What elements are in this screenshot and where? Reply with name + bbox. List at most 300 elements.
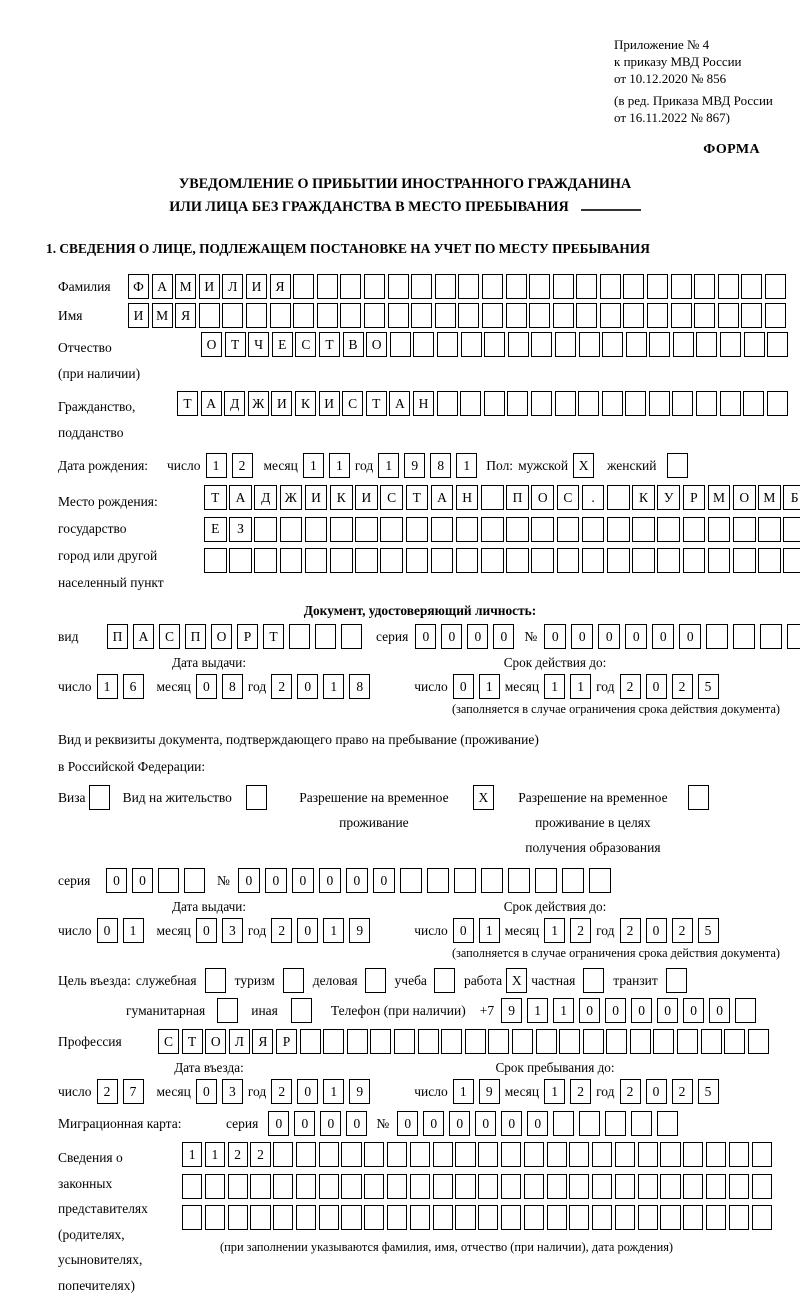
char-cell	[481, 548, 504, 573]
char-cell	[602, 391, 623, 416]
char-cell	[364, 274, 385, 299]
char-cell: 1	[544, 674, 565, 699]
char-cell: Т	[406, 485, 429, 510]
char-cell	[222, 303, 243, 328]
char-cell: 2	[620, 674, 641, 699]
char-cell	[583, 968, 604, 993]
char-cell: Я	[175, 303, 196, 328]
char-cell: 9	[349, 1079, 370, 1104]
char-cell	[418, 1029, 439, 1054]
char-cell: Ч	[248, 332, 269, 357]
purpose-business-label: деловая	[313, 968, 358, 989]
char-cell	[246, 785, 267, 810]
residence-series-cells	[106, 868, 205, 893]
char-cell	[632, 517, 655, 542]
char-cell	[406, 517, 429, 542]
char-cell	[388, 303, 409, 328]
char-cell	[388, 274, 409, 299]
field-citizenship	[58, 391, 792, 446]
char-cell	[706, 1142, 726, 1167]
char-cell	[589, 868, 611, 893]
patronymic-label	[58, 332, 201, 387]
char-cell: Л	[222, 274, 243, 299]
char-cell: 0	[265, 868, 287, 893]
char-cell: Ж	[280, 485, 303, 510]
residence-valid-month	[544, 918, 591, 943]
char-cell	[569, 1174, 589, 1199]
char-cell	[606, 1029, 627, 1054]
char-cell	[506, 517, 529, 542]
section1-heading: 1. СВЕДЕНИЯ О ЛИЦЕ, ПОДЛЕЖАЩЕМ ПОСТАНОВКЕ НА УЧЕТ ПО МЕСТУ ПРЕБЫВАНИЯ	[46, 241, 792, 257]
month-label: месяц	[505, 918, 539, 939]
option-temp-residence-education	[504, 785, 709, 860]
char-cell	[341, 624, 362, 649]
migration-series-cells	[268, 1111, 367, 1136]
char-cell	[270, 303, 291, 328]
char-cell	[524, 1205, 544, 1230]
char-cell	[706, 624, 728, 649]
char-cell: 5	[698, 1079, 719, 1104]
birth-place-label-line2: государство	[58, 515, 204, 542]
char-cell: 0	[625, 624, 647, 649]
char-cell: Б	[783, 485, 800, 510]
char-cell: Т	[225, 332, 246, 357]
form-title-line2-text: ИЛИ ЛИЦА БЕЗ ГРАЖДАНСТВА В МЕСТО ПРЕБЫВАНИЯ	[169, 199, 569, 215]
char-cell	[582, 517, 605, 542]
char-cell: 1	[527, 998, 548, 1023]
char-cell	[217, 998, 238, 1023]
given-name-label: Имя	[58, 303, 128, 324]
char-cell	[228, 1174, 248, 1199]
purpose-study-label: учеба	[395, 968, 427, 989]
representatives-row2-cells	[182, 1174, 772, 1199]
char-cell	[273, 1142, 293, 1167]
blank-underline	[581, 209, 641, 211]
birth-day-cells	[206, 453, 253, 478]
char-cell	[380, 548, 403, 573]
identity-kind-cells	[107, 624, 362, 649]
char-cell: 2	[271, 674, 292, 699]
char-cell	[340, 274, 361, 299]
migration-number-label: №	[376, 1111, 389, 1132]
char-cell: 0	[297, 674, 318, 699]
char-cell: Т	[182, 1029, 203, 1054]
char-cell	[694, 303, 715, 328]
residence-issue-month	[196, 918, 243, 943]
char-cell: 3	[222, 1079, 243, 1104]
char-cell: З	[229, 517, 252, 542]
char-cell	[579, 1111, 600, 1136]
char-cell: 0	[501, 1111, 522, 1136]
char-cell: 0	[196, 1079, 217, 1104]
char-cell	[410, 1142, 430, 1167]
char-cell	[783, 517, 800, 542]
char-cell	[508, 332, 529, 357]
citizenship-label-line1: Гражданство,	[58, 394, 177, 420]
char-cell	[623, 274, 644, 299]
char-cell	[296, 1205, 316, 1230]
char-cell: 0	[132, 868, 153, 893]
purpose-transit-checkbox	[666, 968, 687, 993]
entry-day	[97, 1079, 144, 1104]
char-cell	[531, 517, 554, 542]
char-cell	[184, 868, 205, 893]
char-cell: Т	[366, 391, 387, 416]
month-label: месяц	[157, 674, 191, 695]
field-surname	[58, 274, 792, 299]
char-cell: 8	[430, 453, 451, 478]
residence-number-cells	[238, 868, 611, 893]
char-cell: 0	[631, 998, 652, 1023]
char-cell: 0	[605, 998, 626, 1023]
birth-date-label: Дата рождения:	[58, 453, 167, 474]
char-cell	[683, 517, 706, 542]
char-cell: 0	[453, 674, 474, 699]
char-cell	[482, 303, 503, 328]
identity-issue-month	[196, 674, 243, 699]
char-cell	[364, 1205, 384, 1230]
char-cell	[743, 391, 764, 416]
char-cell	[557, 517, 580, 542]
char-cell: С	[158, 1029, 179, 1054]
sex-label: Пол:	[486, 453, 513, 474]
char-cell	[605, 1111, 626, 1136]
residence-issue-year	[271, 918, 370, 943]
char-cell	[576, 274, 597, 299]
purpose-business-checkbox	[365, 968, 386, 993]
char-cell	[293, 274, 314, 299]
entry-issue-group	[58, 1079, 370, 1104]
char-cell	[632, 548, 655, 573]
char-cell	[647, 303, 668, 328]
char-cell	[434, 968, 455, 993]
char-cell: С	[557, 485, 580, 510]
char-cell	[355, 517, 378, 542]
char-cell: 8	[349, 674, 370, 699]
patronymic-label-line2: (при наличии)	[58, 361, 201, 387]
char-cell: 0	[646, 674, 667, 699]
char-cell	[507, 391, 528, 416]
char-cell: X	[473, 785, 494, 810]
char-cell	[355, 548, 378, 573]
char-cell: 2	[250, 1142, 270, 1167]
char-cell: 2	[232, 453, 253, 478]
char-cell: 0	[346, 868, 368, 893]
char-cell	[319, 1205, 339, 1230]
entry-date-label: Дата въезда:	[58, 1060, 360, 1076]
char-cell: 1	[323, 1079, 344, 1104]
char-cell	[433, 1142, 453, 1167]
stay-month	[544, 1079, 591, 1104]
char-cell: Т	[263, 624, 284, 649]
day-label: число	[414, 674, 448, 695]
profession-label: Профессия	[58, 1029, 158, 1050]
char-cell: 0	[292, 868, 314, 893]
char-cell	[657, 1111, 678, 1136]
char-cell	[555, 332, 576, 357]
year-label: год	[596, 674, 614, 695]
char-cell	[758, 548, 781, 573]
temp-residence-label: Разрешение на временное проживание	[281, 785, 467, 835]
residence-doc-options	[58, 785, 792, 860]
char-cell	[592, 1205, 612, 1230]
char-cell	[364, 1174, 384, 1199]
residence-doc-intro-line1: Вид и реквизиты документа, подтверждающего право на пребывание (проживание)	[58, 726, 792, 753]
char-cell	[341, 1205, 361, 1230]
month-label: месяц	[157, 918, 191, 939]
char-cell: П	[107, 624, 128, 649]
char-cell	[667, 453, 688, 478]
char-cell: О	[205, 1029, 226, 1054]
char-cell	[478, 1142, 498, 1167]
char-cell	[607, 548, 630, 573]
char-cell	[319, 1174, 339, 1199]
char-cell: А	[229, 485, 252, 510]
visa-label: Виза	[58, 785, 86, 806]
char-cell: 0	[97, 918, 118, 943]
char-cell	[296, 1174, 316, 1199]
migration-series-label: серия	[226, 1111, 258, 1132]
identity-issue-year	[271, 674, 370, 699]
char-cell: И	[128, 303, 149, 328]
char-cell	[280, 517, 303, 542]
char-cell	[89, 785, 110, 810]
char-cell: 1	[479, 918, 500, 943]
identity-valid-year	[620, 674, 719, 699]
char-cell: 0	[196, 918, 217, 943]
char-cell: 2	[672, 1079, 693, 1104]
identity-series-cells	[415, 624, 514, 649]
char-cell: 1	[329, 453, 350, 478]
purpose-official-label: служебная	[136, 968, 197, 989]
residence-dates-row	[58, 918, 792, 943]
char-cell: 2	[620, 918, 641, 943]
char-cell: В	[343, 332, 364, 357]
char-cell	[724, 1029, 745, 1054]
char-cell	[488, 1029, 509, 1054]
char-cell	[458, 274, 479, 299]
char-cell: 1	[182, 1142, 202, 1167]
char-cell: .	[582, 485, 605, 510]
char-cell	[688, 785, 709, 810]
char-cell	[638, 1142, 658, 1167]
purpose-row2	[58, 998, 792, 1023]
char-cell: 0	[579, 998, 600, 1023]
identity-series-label: серия	[376, 624, 408, 645]
char-cell	[683, 548, 706, 573]
purpose-other-label: иная	[251, 998, 278, 1019]
char-cell	[524, 1142, 544, 1167]
char-cell	[696, 391, 717, 416]
temp-residence-education-checkbox	[688, 785, 709, 810]
char-cell: 0	[679, 624, 701, 649]
char-cell	[501, 1205, 521, 1230]
char-cell: 2	[620, 1079, 641, 1104]
char-cell	[531, 391, 552, 416]
char-cell: 0	[493, 624, 514, 649]
option-residence-permit	[123, 785, 267, 810]
char-cell: 1	[553, 998, 574, 1023]
char-cell: 0	[294, 1111, 315, 1136]
char-cell	[579, 332, 600, 357]
char-cell	[364, 1142, 384, 1167]
char-cell: Е	[272, 332, 293, 357]
char-cell	[199, 303, 220, 328]
char-cell	[529, 274, 550, 299]
char-cell	[592, 1142, 612, 1167]
char-cell: Я	[270, 274, 291, 299]
representatives-note: (при заполнении указываются фамилия, имя, отчество (при наличии), дата рождения)	[220, 1240, 772, 1255]
char-cell	[671, 303, 692, 328]
char-cell	[305, 517, 328, 542]
char-cell: 0	[423, 1111, 444, 1136]
phone-cells	[501, 998, 756, 1023]
char-cell: 0	[238, 868, 260, 893]
char-cell: О	[201, 332, 222, 357]
char-cell: 1	[303, 453, 324, 478]
char-cell: Н	[413, 391, 434, 416]
char-cell	[229, 548, 252, 573]
header-date-line: от 10.12.2020 № 856	[614, 70, 792, 87]
identity-valid-day	[453, 674, 500, 699]
birth-place-row3-cells	[204, 548, 800, 573]
field-patronymic	[58, 332, 792, 387]
entry-date-headers	[58, 1060, 792, 1076]
char-cell	[744, 332, 765, 357]
char-cell	[718, 274, 739, 299]
char-cell: Е	[204, 517, 227, 542]
char-cell	[456, 548, 479, 573]
char-cell	[708, 548, 731, 573]
purpose-private-label: частная	[531, 968, 575, 989]
char-cell	[718, 303, 739, 328]
char-cell: 0	[196, 674, 217, 699]
char-cell	[291, 998, 312, 1023]
option-temp-residence	[281, 785, 494, 835]
char-cell	[735, 998, 756, 1023]
field-given-name	[58, 303, 792, 328]
sex-male-label: мужской	[518, 453, 568, 474]
purpose-row1	[58, 968, 792, 993]
char-cell	[406, 548, 429, 573]
char-cell: К	[295, 391, 316, 416]
char-cell: А	[152, 274, 173, 299]
char-cell: 1	[205, 1142, 225, 1167]
char-cell: 0	[475, 1111, 496, 1136]
char-cell: 0	[297, 918, 318, 943]
char-cell	[296, 1142, 316, 1167]
char-cell: 0	[598, 624, 620, 649]
char-cell: С	[295, 332, 316, 357]
patronymic-label-line1: Отчество	[58, 335, 201, 361]
field-birth-date	[58, 453, 792, 478]
char-cell	[481, 517, 504, 542]
phone-prefix: +7	[480, 998, 494, 1019]
residence-valid-year	[620, 918, 719, 943]
char-cell	[506, 303, 527, 328]
birth-year-cells	[378, 453, 477, 478]
sex-female-label: женский	[607, 453, 656, 474]
identity-valid-group	[414, 674, 718, 699]
char-cell	[671, 274, 692, 299]
stay-until-label: Срок пребывания до:	[404, 1060, 706, 1076]
surname-cells	[128, 274, 786, 299]
char-cell: С	[342, 391, 363, 416]
char-cell: А	[201, 391, 222, 416]
char-cell: 0	[106, 868, 127, 893]
year-label: год	[248, 674, 266, 695]
identity-limit-note: (заполняется в случае ограничения срока действия документа)	[58, 702, 792, 717]
temp-residence-checkbox	[473, 785, 494, 810]
char-cell: А	[133, 624, 154, 649]
char-cell	[623, 303, 644, 328]
char-cell	[319, 1142, 339, 1167]
residence-doc-serial-row	[58, 868, 792, 893]
char-cell	[228, 1205, 248, 1230]
char-cell: 0	[297, 1079, 318, 1104]
char-cell	[683, 1142, 703, 1167]
char-cell: И	[305, 485, 328, 510]
char-cell	[696, 332, 717, 357]
purpose-official-checkbox	[205, 968, 226, 993]
char-cell	[729, 1142, 749, 1167]
char-cell: 0	[646, 1079, 667, 1104]
char-cell	[660, 1142, 680, 1167]
char-cell	[387, 1174, 407, 1199]
char-cell	[300, 1029, 321, 1054]
char-cell	[481, 485, 504, 510]
char-cell	[387, 1142, 407, 1167]
patronymic-cells	[201, 332, 788, 357]
representatives-label-line3: представителях	[58, 1196, 182, 1222]
birth-place-row2-cells	[204, 517, 800, 542]
char-cell	[683, 1205, 703, 1230]
char-cell	[289, 624, 310, 649]
char-cell	[536, 1029, 557, 1054]
char-cell	[435, 303, 456, 328]
char-cell	[410, 1174, 430, 1199]
char-cell	[741, 303, 762, 328]
char-cell	[205, 1174, 225, 1199]
char-cell: Т	[204, 485, 227, 510]
representatives-row	[58, 1142, 792, 1298]
char-cell	[733, 517, 756, 542]
char-cell	[729, 1205, 749, 1230]
residence-valid-group	[414, 918, 718, 943]
char-cell	[380, 517, 403, 542]
char-cell	[501, 1174, 521, 1199]
char-cell	[364, 303, 385, 328]
year-label: год	[248, 1079, 266, 1100]
stay-until-group	[414, 1079, 718, 1104]
char-cell: 1	[479, 674, 500, 699]
profession-cells	[158, 1029, 769, 1054]
char-cell	[246, 303, 267, 328]
char-cell	[460, 391, 481, 416]
char-cell	[365, 968, 386, 993]
char-cell	[758, 517, 781, 542]
char-cell: 0	[571, 624, 593, 649]
char-cell	[437, 332, 458, 357]
char-cell	[625, 391, 646, 416]
citizenship-cells	[177, 391, 788, 416]
char-cell	[600, 303, 621, 328]
char-cell	[583, 1029, 604, 1054]
char-cell	[478, 1174, 498, 1199]
representatives-row3-cells	[182, 1205, 772, 1230]
char-cell	[748, 1029, 769, 1054]
char-cell: 0	[652, 624, 674, 649]
